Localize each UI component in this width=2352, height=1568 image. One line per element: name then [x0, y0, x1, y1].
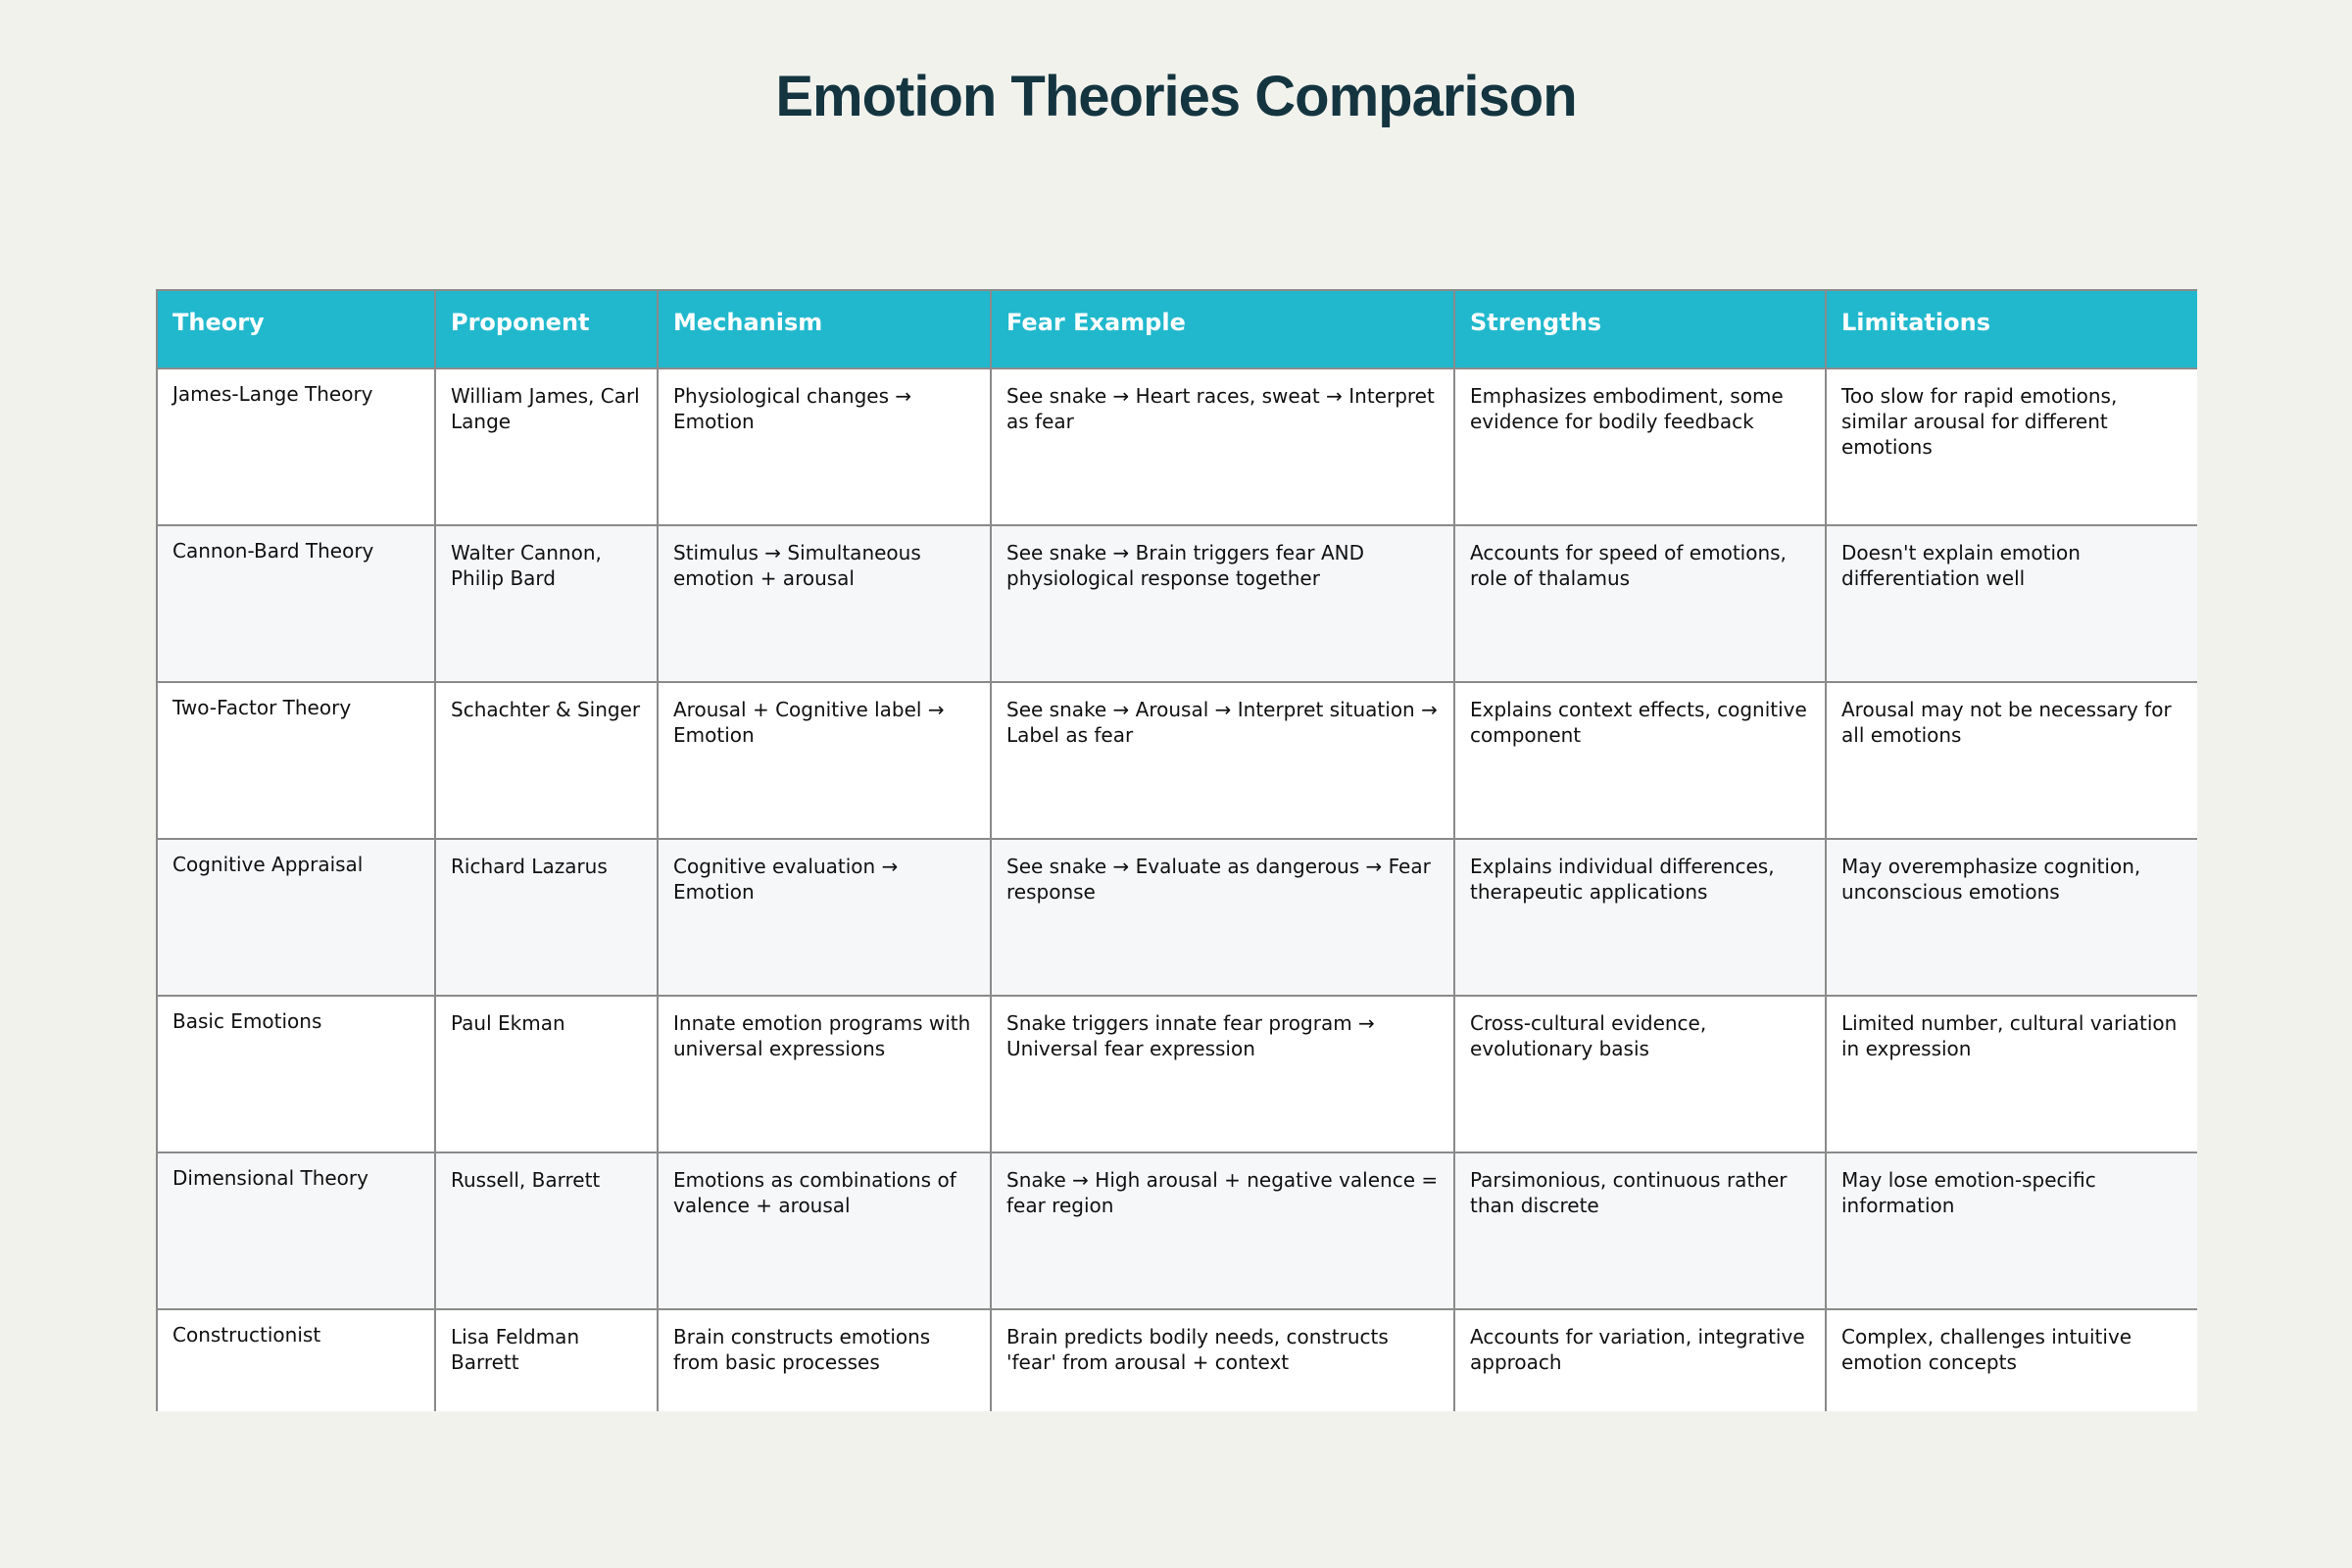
cell-fear-example: Snake triggers innate fear program → Universal fear expression — [991, 996, 1454, 1152]
cell-fear-example: See snake → Brain triggers fear AND physiological response together — [991, 525, 1454, 682]
cell-limitations: May lose emotion-specific information — [1826, 1152, 2197, 1309]
cell-limitations: Limited number, cultural variation in expression — [1826, 996, 2197, 1152]
cell-theory: Two-Factor Theory — [157, 682, 435, 839]
column-header-strengths: Strengths — [1454, 290, 1826, 368]
cell-limitations: Too slow for rapid emotions, similar arousal for different emotions — [1826, 368, 2197, 525]
cell-mechanism: Physiological changes → Emotion — [658, 368, 991, 525]
cell-mechanism: Innate emotion programs with universal expressions — [658, 996, 991, 1152]
table-row — [157, 996, 2197, 1152]
cell-strengths: Emphasizes embodiment, some evidence for bodily feedback — [1454, 368, 1826, 525]
cell-proponent: Walter Cannon, Philip Bard — [435, 525, 658, 682]
table-header-row — [157, 290, 2197, 368]
column-header-limitations: Limitations — [1826, 290, 2197, 368]
cell-proponent: Richard Lazarus — [435, 839, 658, 996]
cell-strengths: Accounts for variation, integrative approach — [1454, 1309, 1826, 1411]
cell-proponent: Paul Ekman — [435, 996, 658, 1152]
table-row — [157, 839, 2197, 996]
cell-theory: Cognitive Appraisal — [157, 839, 435, 996]
cell-mechanism: Emotions as combinations of valence + arousal — [658, 1152, 991, 1309]
cell-limitations: Complex, challenges intuitive emotion concepts — [1826, 1309, 2197, 1411]
cell-theory: James-Lange Theory — [157, 368, 435, 525]
cell-proponent: Schachter & Singer — [435, 682, 658, 839]
column-header-theory: Theory — [157, 290, 435, 368]
column-header-fear-example: Fear Example — [991, 290, 1454, 368]
table-row — [157, 525, 2197, 682]
cell-theory: Basic Emotions — [157, 996, 435, 1152]
page-title: Emotion Theories Comparison — [775, 65, 1577, 128]
cell-proponent: Lisa Feldman Barrett — [435, 1309, 658, 1411]
cell-limitations: Arousal may not be necessary for all emotions — [1826, 682, 2197, 839]
table-row — [157, 368, 2197, 525]
table-row — [157, 1309, 2197, 1411]
cell-strengths: Explains individual differences, therapeutic applications — [1454, 839, 1826, 996]
column-header-proponent: Proponent — [435, 290, 658, 368]
cell-mechanism: Cognitive evaluation → Emotion — [658, 839, 991, 996]
cell-strengths: Parsimonious, continuous rather than discrete — [1454, 1152, 1826, 1309]
cell-fear-example: See snake → Heart races, sweat → Interpret as fear — [991, 368, 1454, 525]
cell-fear-example: Snake → High arousal + negative valence = fear region — [991, 1152, 1454, 1309]
comparison-table — [156, 289, 2197, 1411]
table-row — [157, 682, 2197, 839]
column-header-mechanism: Mechanism — [658, 290, 991, 368]
cell-fear-example: See snake → Evaluate as dangerous → Fear response — [991, 839, 1454, 996]
cell-mechanism: Arousal + Cognitive label → Emotion — [658, 682, 991, 839]
comparison-table-container — [156, 289, 2197, 1411]
table-body — [157, 368, 2197, 1411]
cell-theory: Dimensional Theory — [157, 1152, 435, 1309]
cell-proponent: Russell, Barrett — [435, 1152, 658, 1309]
cell-limitations: May overemphasize cognition, unconscious emotions — [1826, 839, 2197, 996]
cell-theory: Cannon-Bard Theory — [157, 525, 435, 682]
cell-theory: Constructionist — [157, 1309, 435, 1411]
cell-strengths: Accounts for speed of emotions, role of thalamus — [1454, 525, 1826, 682]
cell-proponent: William James, Carl Lange — [435, 368, 658, 525]
cell-mechanism: Brain constructs emotions from basic processes — [658, 1309, 991, 1411]
cell-strengths: Cross-cultural evidence, evolutionary basis — [1454, 996, 1826, 1152]
cell-fear-example: Brain predicts bodily needs, constructs 'fear' from arousal + context — [991, 1309, 1454, 1411]
cell-mechanism: Stimulus → Simultaneous emotion + arousal — [658, 525, 991, 682]
cell-limitations: Doesn't explain emotion differentiation well — [1826, 525, 2197, 682]
table-row — [157, 1152, 2197, 1309]
cell-strengths: Explains context effects, cognitive component — [1454, 682, 1826, 839]
cell-fear-example: See snake → Arousal → Interpret situation → Label as fear — [991, 682, 1454, 839]
